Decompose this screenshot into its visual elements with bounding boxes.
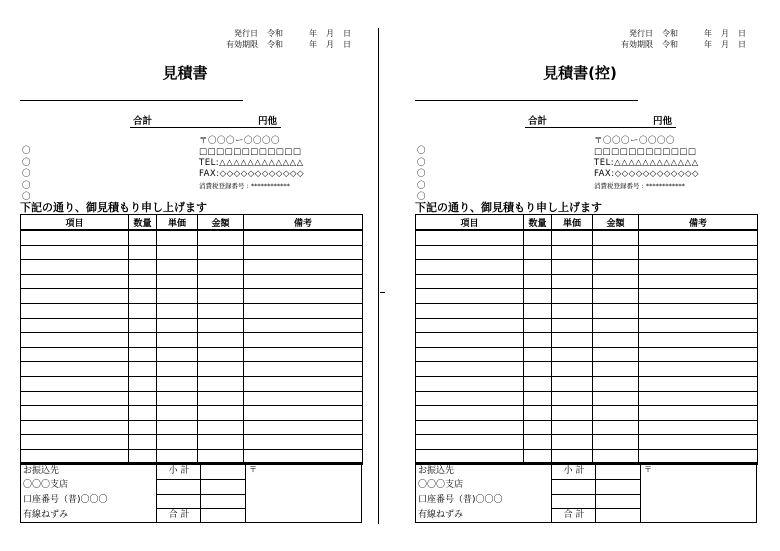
table-cell[interactable]: [198, 318, 244, 333]
recipient-lines: [417, 146, 426, 204]
table-cell[interactable]: [416, 260, 524, 275]
table-row: [416, 245, 758, 260]
table-cell[interactable]: [416, 435, 524, 450]
table-cell[interactable]: [198, 230, 244, 245]
table-row: [21, 391, 363, 406]
table-cell[interactable]: [524, 406, 552, 421]
table-row: [416, 435, 758, 450]
date-block: [226, 28, 351, 50]
table-cell[interactable]: [198, 245, 244, 260]
table-cell[interactable]: [416, 274, 524, 289]
items-table: [415, 214, 758, 465]
table-cell[interactable]: [198, 376, 244, 391]
table-cell[interactable]: [416, 333, 524, 348]
tax-registration-number: 消費税登録番号 : ************: [594, 182, 685, 190]
table-cell[interactable]: [593, 318, 639, 333]
tax-registration-number: 消費税登録番号 : ************: [199, 182, 290, 190]
table-cell[interactable]: [639, 289, 758, 304]
table-cell[interactable]: [639, 230, 758, 245]
estimate-sheet-copy: [395, 0, 780, 551]
table-row: [21, 289, 363, 304]
table-cell[interactable]: [129, 245, 157, 260]
table-cell[interactable]: [552, 391, 593, 406]
table-cell[interactable]: [129, 376, 157, 391]
center-divider: [378, 28, 379, 524]
table-cell[interactable]: [157, 420, 198, 435]
bank-branch: 〇〇〇支店: [418, 480, 464, 490]
tax-label-cell: [551, 479, 596, 494]
table-cell[interactable]: [552, 376, 593, 391]
table-cell[interactable]: [552, 260, 593, 275]
table-cell[interactable]: [157, 318, 198, 333]
issue-date-era: 令和: [662, 29, 678, 38]
grand-total-label: 合 計: [156, 508, 201, 523]
table-cell[interactable]: [198, 435, 244, 450]
table-cell[interactable]: [198, 289, 244, 304]
table-cell[interactable]: [129, 274, 157, 289]
table-cell[interactable]: [639, 435, 758, 450]
table-cell[interactable]: [639, 376, 758, 391]
table-row: [416, 260, 758, 275]
table-row: [21, 230, 363, 245]
table-cell[interactable]: [552, 435, 593, 450]
table-cell[interactable]: [416, 362, 524, 377]
table-cell[interactable]: [639, 274, 758, 289]
bank-label: お振込先: [23, 466, 60, 476]
table-cell[interactable]: [524, 289, 552, 304]
recipient-line: 〇: [417, 192, 426, 203]
table-cell[interactable]: [244, 406, 363, 421]
subtotal-value: [200, 464, 246, 479]
col-item: 項目: [21, 215, 129, 231]
table-cell[interactable]: [157, 289, 198, 304]
table-cell[interactable]: [244, 303, 363, 318]
recipient-line: 〇: [417, 180, 426, 191]
table-cell[interactable]: [416, 406, 524, 421]
company-fax: FAX:◇◇◇◇◇◇◇◇◇◇◇◇: [594, 169, 700, 179]
table-cell[interactable]: [593, 347, 639, 362]
table-cell[interactable]: [593, 435, 639, 450]
totals-section: [20, 462, 362, 523]
table-cell[interactable]: [129, 347, 157, 362]
company-tel: TEL:△△△△△△△△△△△△: [199, 158, 304, 168]
table-row: [416, 230, 758, 245]
table-cell[interactable]: [552, 274, 593, 289]
table-cell[interactable]: [593, 362, 639, 377]
bank-account: 口座番号（普)〇〇〇: [23, 495, 108, 505]
recipient-name-line: [415, 100, 638, 101]
table-row: [21, 318, 363, 333]
valid-until-row: [226, 39, 351, 50]
table-cell[interactable]: [129, 303, 157, 318]
table-cell[interactable]: [157, 245, 198, 260]
table-row: [21, 274, 363, 289]
table-cell[interactable]: [416, 318, 524, 333]
extra-label-cell: [156, 494, 201, 509]
table-cell[interactable]: [416, 289, 524, 304]
table-row: [21, 362, 363, 377]
table-cell[interactable]: [552, 347, 593, 362]
fold-mark: [380, 292, 385, 293]
table-cell[interactable]: [593, 391, 639, 406]
valid-until-year: 年: [704, 40, 712, 49]
table-cell[interactable]: [552, 318, 593, 333]
extra-value-cell: [200, 494, 246, 509]
valid-until-day: 日: [343, 40, 351, 49]
table-cell[interactable]: [21, 347, 129, 362]
yen-label: 円他: [653, 116, 673, 127]
lead-text: 下記の通り、御見積もり申し上げます: [20, 201, 207, 214]
company-fax: FAX:◇◇◇◇◇◇◇◇◇◇◇◇: [199, 169, 305, 179]
extra-value-cell: [595, 494, 641, 509]
table-cell[interactable]: [157, 362, 198, 377]
table-cell[interactable]: [524, 230, 552, 245]
table-cell[interactable]: [593, 289, 639, 304]
table-cell[interactable]: [593, 274, 639, 289]
table-cell[interactable]: [524, 391, 552, 406]
table-cell[interactable]: [129, 318, 157, 333]
valid-until-label: 有効期限: [621, 40, 653, 49]
table-cell[interactable]: [524, 420, 552, 435]
subtotal-label: 小 計: [551, 464, 596, 479]
table-cell[interactable]: [198, 303, 244, 318]
table-cell[interactable]: [244, 318, 363, 333]
bank-label: お振込先: [418, 466, 455, 476]
grand-total-value: [595, 508, 641, 523]
col-unit-price: 単価: [157, 215, 198, 231]
table-cell[interactable]: [639, 420, 758, 435]
table-cell[interactable]: [21, 303, 129, 318]
table-cell[interactable]: [157, 347, 198, 362]
col-unit-price: 単価: [552, 215, 593, 231]
table-cell[interactable]: [593, 303, 639, 318]
table-row: [21, 420, 363, 435]
bank-branch: 〇〇〇支店: [23, 480, 69, 490]
recipient-line: 〇: [22, 180, 31, 191]
tax-label-cell: [156, 479, 201, 494]
table-cell[interactable]: [157, 391, 198, 406]
col-item: 項目: [416, 215, 524, 231]
table-cell[interactable]: [244, 245, 363, 260]
table-cell[interactable]: [198, 420, 244, 435]
lead-text: 下記の通り、御見積もり申し上げます: [415, 201, 602, 214]
table-cell[interactable]: [524, 333, 552, 348]
table-cell[interactable]: [416, 347, 524, 362]
table-cell[interactable]: [593, 406, 639, 421]
col-amount: 金額: [198, 215, 244, 231]
table-row: [416, 274, 758, 289]
issue-date-day: 日: [343, 29, 351, 38]
table-cell[interactable]: [524, 274, 552, 289]
table-cell[interactable]: [21, 420, 129, 435]
bank-account: 口座番号（普)〇〇〇: [418, 495, 503, 505]
table-row: [416, 333, 758, 348]
table-cell[interactable]: [639, 362, 758, 377]
valid-until-row: [621, 39, 746, 50]
table-row: [21, 245, 363, 260]
col-amount: 金額: [593, 215, 639, 231]
table-cell[interactable]: [129, 333, 157, 348]
yen-label: 円他: [258, 116, 278, 127]
table-cell[interactable]: [639, 318, 758, 333]
table-cell[interactable]: [129, 406, 157, 421]
subtotal-value: [595, 464, 641, 479]
total-amount-line: [525, 127, 676, 128]
issue-date-year: 年: [704, 29, 712, 38]
table-row: [416, 391, 758, 406]
table-cell[interactable]: [552, 230, 593, 245]
valid-until-year: 年: [309, 40, 317, 49]
recipient-line: 〇: [22, 146, 31, 156]
table-cell[interactable]: [157, 406, 198, 421]
subtotal-label: 小 計: [156, 464, 201, 479]
tax-value-cell: [200, 479, 246, 494]
valid-until-month: 月: [326, 40, 334, 49]
table-row: [21, 435, 363, 450]
table-row: [416, 406, 758, 421]
table-cell[interactable]: [21, 362, 129, 377]
table-cell[interactable]: [524, 318, 552, 333]
document-title: 見積書: [162, 64, 208, 82]
table-cell[interactable]: [157, 376, 198, 391]
table-cell[interactable]: [244, 391, 363, 406]
table-cell[interactable]: [244, 420, 363, 435]
table-cell[interactable]: [129, 289, 157, 304]
table-cell[interactable]: [524, 376, 552, 391]
recipient-line: 〇: [417, 169, 426, 180]
table-cell[interactable]: [198, 406, 244, 421]
total-label: 合計: [528, 116, 548, 127]
table-cell[interactable]: [552, 333, 593, 348]
remarks-postal: 〒: [640, 464, 652, 523]
table-cell[interactable]: [593, 245, 639, 260]
recipient-line: 〇: [22, 192, 31, 203]
table-cell[interactable]: [639, 347, 758, 362]
col-remarks: 備考: [244, 215, 363, 231]
grand-total-label: 合 計: [551, 508, 596, 523]
date-block: [621, 28, 746, 50]
company-postal: 〒〇〇〇ー〇〇〇〇: [199, 136, 281, 146]
recipient-line: 〇: [417, 146, 426, 156]
table-cell[interactable]: [639, 391, 758, 406]
table-row: [416, 303, 758, 318]
company-address: □□□□□□□□□□□□: [199, 147, 302, 157]
table-cell[interactable]: [416, 420, 524, 435]
table-cell[interactable]: [157, 230, 198, 245]
table-cell[interactable]: [416, 230, 524, 245]
valid-until-era: 令和: [662, 40, 678, 49]
table-cell[interactable]: [21, 406, 129, 421]
table-cell[interactable]: [552, 362, 593, 377]
table-cell[interactable]: [129, 362, 157, 377]
valid-until-day: 日: [738, 40, 746, 49]
table-cell[interactable]: [244, 347, 363, 362]
table-cell[interactable]: [129, 420, 157, 435]
recipient-line: 〇: [417, 157, 426, 168]
table-cell[interactable]: [524, 347, 552, 362]
recipient-line: 〇: [22, 169, 31, 180]
table-cell[interactable]: [198, 347, 244, 362]
valid-until-era: 令和: [267, 40, 283, 49]
table-cell[interactable]: [244, 274, 363, 289]
issue-date-label: 発行日: [629, 29, 653, 38]
recipient-line: 〇: [22, 157, 31, 168]
extra-label-cell: [551, 494, 596, 509]
document-title: 見積書(控): [543, 64, 617, 82]
table-row: [21, 376, 363, 391]
issue-date-day: 日: [738, 29, 746, 38]
company-address: □□□□□□□□□□□□: [594, 147, 697, 157]
issue-date-month: 月: [326, 29, 334, 38]
table-cell[interactable]: [21, 435, 129, 450]
table-row: [416, 362, 758, 377]
table-cell[interactable]: [21, 376, 129, 391]
totals-section: [415, 462, 757, 523]
grand-total-value: [200, 508, 246, 523]
table-cell[interactable]: [198, 333, 244, 348]
table-cell[interactable]: [552, 289, 593, 304]
table-row: [21, 333, 363, 348]
issue-date-label: 発行日: [234, 29, 258, 38]
table-cell[interactable]: [524, 362, 552, 377]
table-cell[interactable]: [157, 435, 198, 450]
table-row: [21, 303, 363, 318]
table-row: [416, 289, 758, 304]
total-amount-line: [130, 127, 281, 128]
table-cell[interactable]: [639, 303, 758, 318]
table-cell[interactable]: [524, 303, 552, 318]
col-quantity: 数量: [129, 215, 157, 231]
items-header-row: [416, 215, 758, 231]
table-cell[interactable]: [198, 362, 244, 377]
table-row: [416, 420, 758, 435]
table-cell[interactable]: [524, 260, 552, 275]
items-header-row: [21, 215, 363, 231]
table-cell[interactable]: [244, 376, 363, 391]
table-cell[interactable]: [552, 420, 593, 435]
table-row: [21, 260, 363, 275]
table-cell[interactable]: [21, 274, 129, 289]
bank-holder: 有線ねずみ: [23, 510, 69, 520]
table-cell[interactable]: [416, 391, 524, 406]
table-cell[interactable]: [21, 245, 129, 260]
recipient-lines: [22, 146, 31, 204]
remarks-postal: 〒: [245, 464, 257, 523]
table-cell[interactable]: [198, 260, 244, 275]
table-cell[interactable]: [416, 376, 524, 391]
table-cell[interactable]: [21, 318, 129, 333]
table-cell[interactable]: [593, 376, 639, 391]
table-cell[interactable]: [416, 303, 524, 318]
table-cell[interactable]: [198, 274, 244, 289]
table-row: [416, 347, 758, 362]
table-cell[interactable]: [157, 333, 198, 348]
table-cell[interactable]: [244, 230, 363, 245]
table-row: [416, 376, 758, 391]
col-remarks: 備考: [639, 215, 758, 231]
table-cell[interactable]: [593, 420, 639, 435]
table-cell[interactable]: [129, 435, 157, 450]
issue-date-month: 月: [721, 29, 729, 38]
table-cell[interactable]: [593, 260, 639, 275]
issue-date-era: 令和: [267, 29, 283, 38]
bank-holder: 有線ねずみ: [418, 510, 464, 520]
company-postal: 〒〇〇〇ー〇〇〇〇: [594, 136, 676, 146]
table-cell[interactable]: [552, 245, 593, 260]
table-cell[interactable]: [244, 333, 363, 348]
table-cell[interactable]: [21, 260, 129, 275]
table-cell[interactable]: [593, 230, 639, 245]
table-cell[interactable]: [198, 391, 244, 406]
table-cell[interactable]: [593, 333, 639, 348]
table-cell[interactable]: [129, 260, 157, 275]
table-cell[interactable]: [552, 303, 593, 318]
col-quantity: 数量: [524, 215, 552, 231]
table-cell[interactable]: [157, 260, 198, 275]
table-cell[interactable]: [157, 274, 198, 289]
table-cell[interactable]: [416, 245, 524, 260]
table-cell[interactable]: [21, 230, 129, 245]
table-row: [21, 406, 363, 421]
table-cell[interactable]: [244, 362, 363, 377]
table-cell[interactable]: [639, 406, 758, 421]
table-cell[interactable]: [21, 391, 129, 406]
issue-date-row: [621, 28, 746, 39]
valid-until-label: 有効期限: [226, 40, 258, 49]
issue-date-year: 年: [309, 29, 317, 38]
table-cell[interactable]: [21, 289, 129, 304]
table-cell[interactable]: [639, 260, 758, 275]
table-cell[interactable]: [157, 303, 198, 318]
items-table: [20, 214, 363, 465]
table-cell[interactable]: [524, 245, 552, 260]
issue-date-row: [226, 28, 351, 39]
company-tel: TEL:△△△△△△△△△△△△: [594, 158, 699, 168]
table-cell[interactable]: [639, 245, 758, 260]
tax-value-cell: [595, 479, 641, 494]
table-cell[interactable]: [552, 406, 593, 421]
table-cell[interactable]: [639, 333, 758, 348]
table-row: [21, 347, 363, 362]
table-cell[interactable]: [244, 289, 363, 304]
table-cell[interactable]: [524, 435, 552, 450]
table-row: [416, 318, 758, 333]
table-cell[interactable]: [244, 435, 363, 450]
table-cell[interactable]: [244, 260, 363, 275]
recipient-name-line: [20, 100, 243, 101]
table-cell[interactable]: [129, 391, 157, 406]
table-cell[interactable]: [129, 230, 157, 245]
table-cell[interactable]: [21, 333, 129, 348]
valid-until-month: 月: [721, 40, 729, 49]
total-label: 合計: [133, 116, 153, 127]
